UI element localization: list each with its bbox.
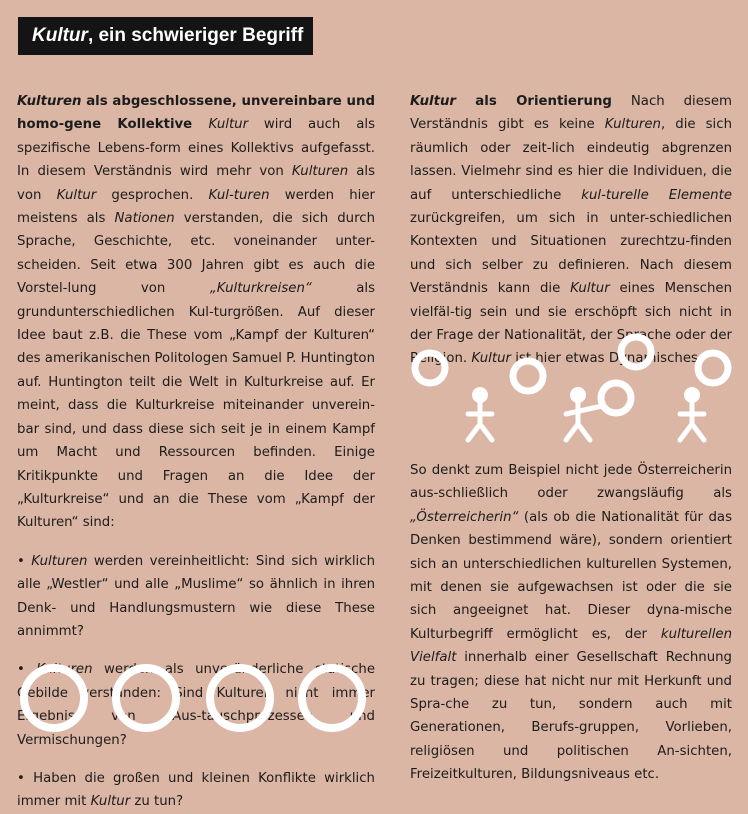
ring-icon <box>116 668 176 728</box>
text-run: „Kulturkreisen“ <box>209 281 312 297</box>
text-run: Kultur <box>410 94 456 109</box>
stick-figure-icon <box>566 387 602 440</box>
text-run: Kultur <box>471 351 511 367</box>
text-run: Kulturen <box>604 117 661 133</box>
text-run: gesprochen. <box>96 187 209 203</box>
text-run: innerhalb einer Gesellschaft Rechnung zu tragen; diese hat nicht nur mit Herkunft und Spra-che zu tun, sondern auch mit Generationen, Berufs-gruppen, Vorlieben, religiösen und politischen An-sichten, Freizeitkulturen, Bildungsniveaus etc. <box>410 650 732 783</box>
text-run: Kultur <box>570 281 610 297</box>
text-run: Kultur <box>208 117 249 133</box>
text-run: , die sich räumlich oder zeit-lich eindeutig abgrenzen lassen. Vielmehr sind es hier die Individuen, die auf unterschiedliche <box>410 117 732 203</box>
text-run: zu tun? <box>130 794 184 810</box>
text-run: werden als unveränderliche statische Gebilde verstanden: Sind Kulturen nicht immer Ergebnis von Aus-tauschprozessen und Vermischungen? <box>17 662 375 748</box>
right-paragraph-1 <box>410 90 732 371</box>
text-run: kul-turelle Elemente <box>581 187 732 203</box>
text-run: als grundunterschiedlichen Kul-turgrößen. Auf dieser Idee baut z.B. die These vom „Kampf der Kulturen“ des amerikanischen Politologen Samuel P. Huntington auf. Huntington teilt die Welt in Kulturkreise auf. Er meint, dass die Kulturkreise miteinander unverein-bar sind, und dass diese sich seit je in einem Kampf um Macht und Ressourcen befinden. Einige Kritikpunkte und Fragen an die Idee der „Kulturkreise“ und an die These vom „Kampf der Kulturen“ sind: <box>17 281 376 531</box>
text-run: Kulturen <box>31 553 88 569</box>
text-run: werden hier meistens als <box>17 187 375 227</box>
text-run: • <box>17 662 37 678</box>
ring-icon <box>698 353 728 383</box>
text-run: eines Menschen vielfäl-tig sein und sie erschöpft sich nicht in der Frage der Nationalität, der Sprache oder der Religion. <box>410 281 732 367</box>
text-run: Nationen <box>114 211 175 227</box>
ring-icon <box>621 337 651 367</box>
text-run: Kulturen <box>291 164 349 180</box>
text-run: So denkt zum Beispiel nicht jede Österreicherin aus-schließlich oder zwangsläufig als <box>410 463 732 502</box>
stick-figure-icon <box>680 387 704 440</box>
ring-icon <box>415 353 445 383</box>
left-paragraph-1 <box>17 90 375 535</box>
text-run: Kultur <box>56 187 97 203</box>
text-run: Kulturen <box>17 94 82 109</box>
right-paragraph-2 <box>410 459 732 787</box>
text-run: zurückgreifen, um sich in unter-schiedlichen Kontexten und Situationen zurechtzu-finden und sich selber zu definieren. Nach diesem Verständnis kann die <box>410 211 732 297</box>
text-run: als von <box>17 164 375 203</box>
bullet-3 <box>17 767 375 814</box>
ring-icon <box>302 668 362 728</box>
text-run: kulturellen Vielfalt <box>410 626 732 666</box>
ring-icon <box>24 668 84 728</box>
text-run: (als ob die Nationalität für das Denken bestimmend wäre), sondern orientiert sich an unterschiedlichen kulturellen Systemen, mit denen sie aufgewachsen ist oder die sie sich angeeignet hat. Dieser dyna-mische Kulturbegriff ermöglicht es, der <box>410 509 732 642</box>
text-run: ist hier etwas Dynamisches. <box>510 351 703 367</box>
text-run: Kul-turen <box>208 187 270 203</box>
title-rest: , ein schwieriger Begriff <box>87 25 304 46</box>
text-run: als Orientierung <box>455 94 612 109</box>
ring-icon <box>513 361 543 391</box>
text-run: Nach diesem Verständnis gibt es keine <box>410 94 732 133</box>
figures-illustration <box>408 330 738 450</box>
text-run: verstanden, die sich durch Sprache, Geschichte, etc. voneinander unter-scheiden. Seit etwa 300 Jahren gibt es auch die Vorstel-lung von <box>17 211 375 297</box>
rings-illustration <box>18 662 378 742</box>
text-run: „Österreicherin“ <box>410 509 519 525</box>
text-run: • <box>17 553 32 569</box>
text-run: Kultur <box>90 794 131 810</box>
right-column <box>410 90 732 371</box>
bullet-1 <box>17 550 375 644</box>
text-run: Kulturen <box>36 662 93 678</box>
text-run: werden vereinheitlicht: Sind sich wirklich alle „Westler“ und alle „Muslime“ so ähnlich in ihren Denk- und Handlungsmustern wie diese These annimmt? <box>17 553 375 639</box>
ring-icon <box>210 668 270 728</box>
text-run: wird auch als spezifische Lebens-form eines Kollektivs aufgefasst. In diesem Verständnis wird mehr von <box>17 117 376 180</box>
title-strong: Kultur <box>32 25 88 46</box>
page-title <box>18 17 313 55</box>
right-column-lower <box>410 459 732 787</box>
ring-icon <box>601 383 631 413</box>
stick-figure-icon <box>468 387 492 440</box>
text-run: • Haben die großen und kleinen Konflikte wirklich immer mit <box>17 770 375 810</box>
text-run: als abgeschlossene, unvereinbare und homo-gene Kollektive <box>17 94 375 133</box>
